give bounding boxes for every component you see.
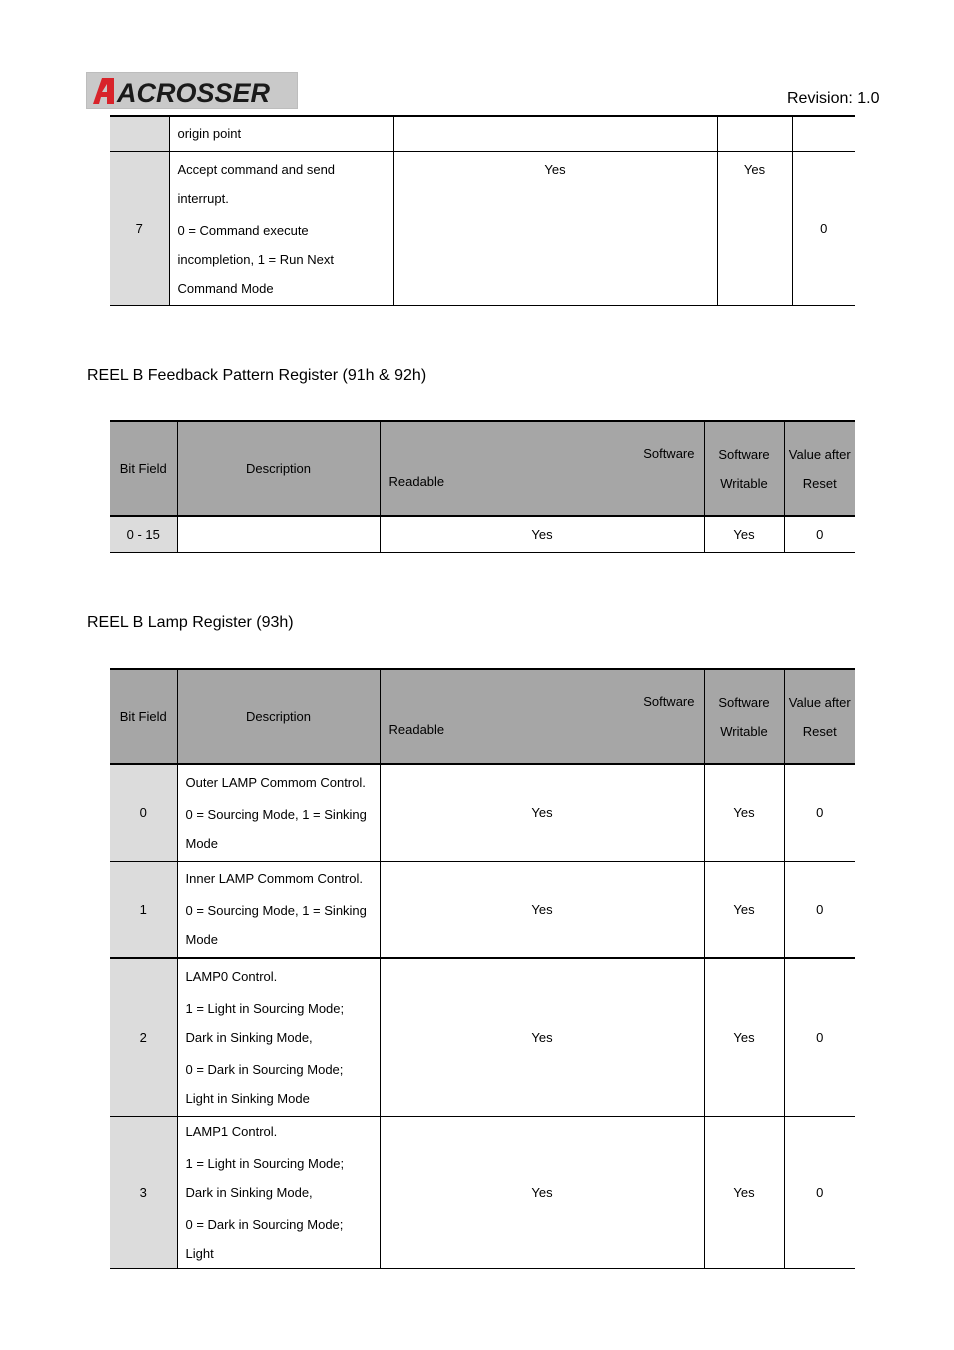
reset-value-cell: 0 xyxy=(784,764,855,861)
header-software-readable: Software Readable xyxy=(380,421,704,516)
readable-cell: Yes xyxy=(380,516,704,552)
description-cell: LAMP0 Control. 1 = Light in Sourcing Mode; Dark in Sinking Mode, 0 = Dark in Sourcing Mode; Light in Sinking Mode xyxy=(177,958,380,1116)
bit-field-cell: 1 xyxy=(110,861,177,958)
header-bit-field: Bit Field xyxy=(110,669,177,764)
writable-cell: Yes xyxy=(704,958,784,1116)
bit-field-cell xyxy=(110,116,169,151)
bit-field-cell: 0 xyxy=(110,764,177,861)
readable-cell: Yes xyxy=(380,861,704,958)
writable-cell: Yes xyxy=(704,1116,784,1268)
section-title: REEL B Lamp Register (93h) xyxy=(87,614,294,631)
header-value-after-reset: Value after Reset xyxy=(784,421,855,516)
feedback-pattern-register-table xyxy=(110,420,855,553)
bit-field-cell: 0 - 15 xyxy=(110,516,177,552)
description-cell: Outer LAMP Commom Control. 0 = Sourcing Mode, 1 = Sinking Mode xyxy=(177,764,380,861)
table-row xyxy=(110,958,855,1116)
reset-value-cell: 0 xyxy=(784,861,855,958)
header-software-readable: Software Readable xyxy=(380,669,704,764)
table-row xyxy=(110,516,855,552)
reset-value-cell: 0 xyxy=(784,516,855,552)
table-row xyxy=(110,151,855,305)
table-header-row xyxy=(110,669,855,764)
reset-value-cell: 0 xyxy=(784,958,855,1116)
description-cell: origin point xyxy=(169,116,393,151)
bit-field-cell: 7 xyxy=(110,151,169,305)
writable-cell: Yes xyxy=(704,516,784,552)
table-row xyxy=(110,861,855,958)
header-description: Description xyxy=(177,421,380,516)
description-cell: Accept command and send interrupt. 0 = Command execute incompletion, 1 = Run Next Command Mode xyxy=(169,151,393,305)
writable-cell: Yes xyxy=(717,151,792,305)
reset-value-cell xyxy=(792,116,855,151)
reset-value-cell: 0 xyxy=(792,151,855,305)
bit-field-cell: 3 xyxy=(110,1116,177,1268)
reset-value-cell: 0 xyxy=(784,1116,855,1268)
description-cell: Inner LAMP Commom Control. 0 = Sourcing Mode, 1 = Sinking Mode xyxy=(177,861,380,958)
table-header-row xyxy=(110,421,855,516)
header-software-writable: Software Writable xyxy=(704,669,784,764)
acrosser-logo xyxy=(86,72,298,109)
writable-cell: Yes xyxy=(704,861,784,958)
table-row xyxy=(110,116,855,151)
header-value-after-reset: Value after Reset xyxy=(784,669,855,764)
acrosser-logo-mark xyxy=(87,73,297,108)
header-description: Description xyxy=(177,669,380,764)
table-row xyxy=(110,764,855,861)
writable-cell xyxy=(717,116,792,151)
description-cell: LAMP1 Control. 1 = Light in Sourcing Mode; Dark in Sinking Mode, 0 = Dark in Sourcing Mode; Light xyxy=(177,1116,380,1268)
lamp-register-table xyxy=(110,668,855,1269)
readable-cell: Yes xyxy=(380,1116,704,1268)
description-cell xyxy=(177,516,380,552)
readable-cell: Yes xyxy=(380,764,704,861)
readable-cell xyxy=(393,116,717,151)
writable-cell: Yes xyxy=(704,764,784,861)
continued-register-table xyxy=(110,115,855,306)
section-title: REEL B Feedback Pattern Register (91h & 92h) xyxy=(87,367,427,384)
readable-cell: Yes xyxy=(393,151,717,305)
logo-wordmark: ACROSSER xyxy=(117,78,271,108)
readable-cell: Yes xyxy=(380,958,704,1116)
bit-field-cell: 2 xyxy=(110,958,177,1116)
revision-label: Revision: 1.0 xyxy=(787,90,880,107)
table-row xyxy=(110,1116,855,1268)
header-software-writable: Software Writable xyxy=(704,421,784,516)
header-bit-field: Bit Field xyxy=(110,421,177,516)
